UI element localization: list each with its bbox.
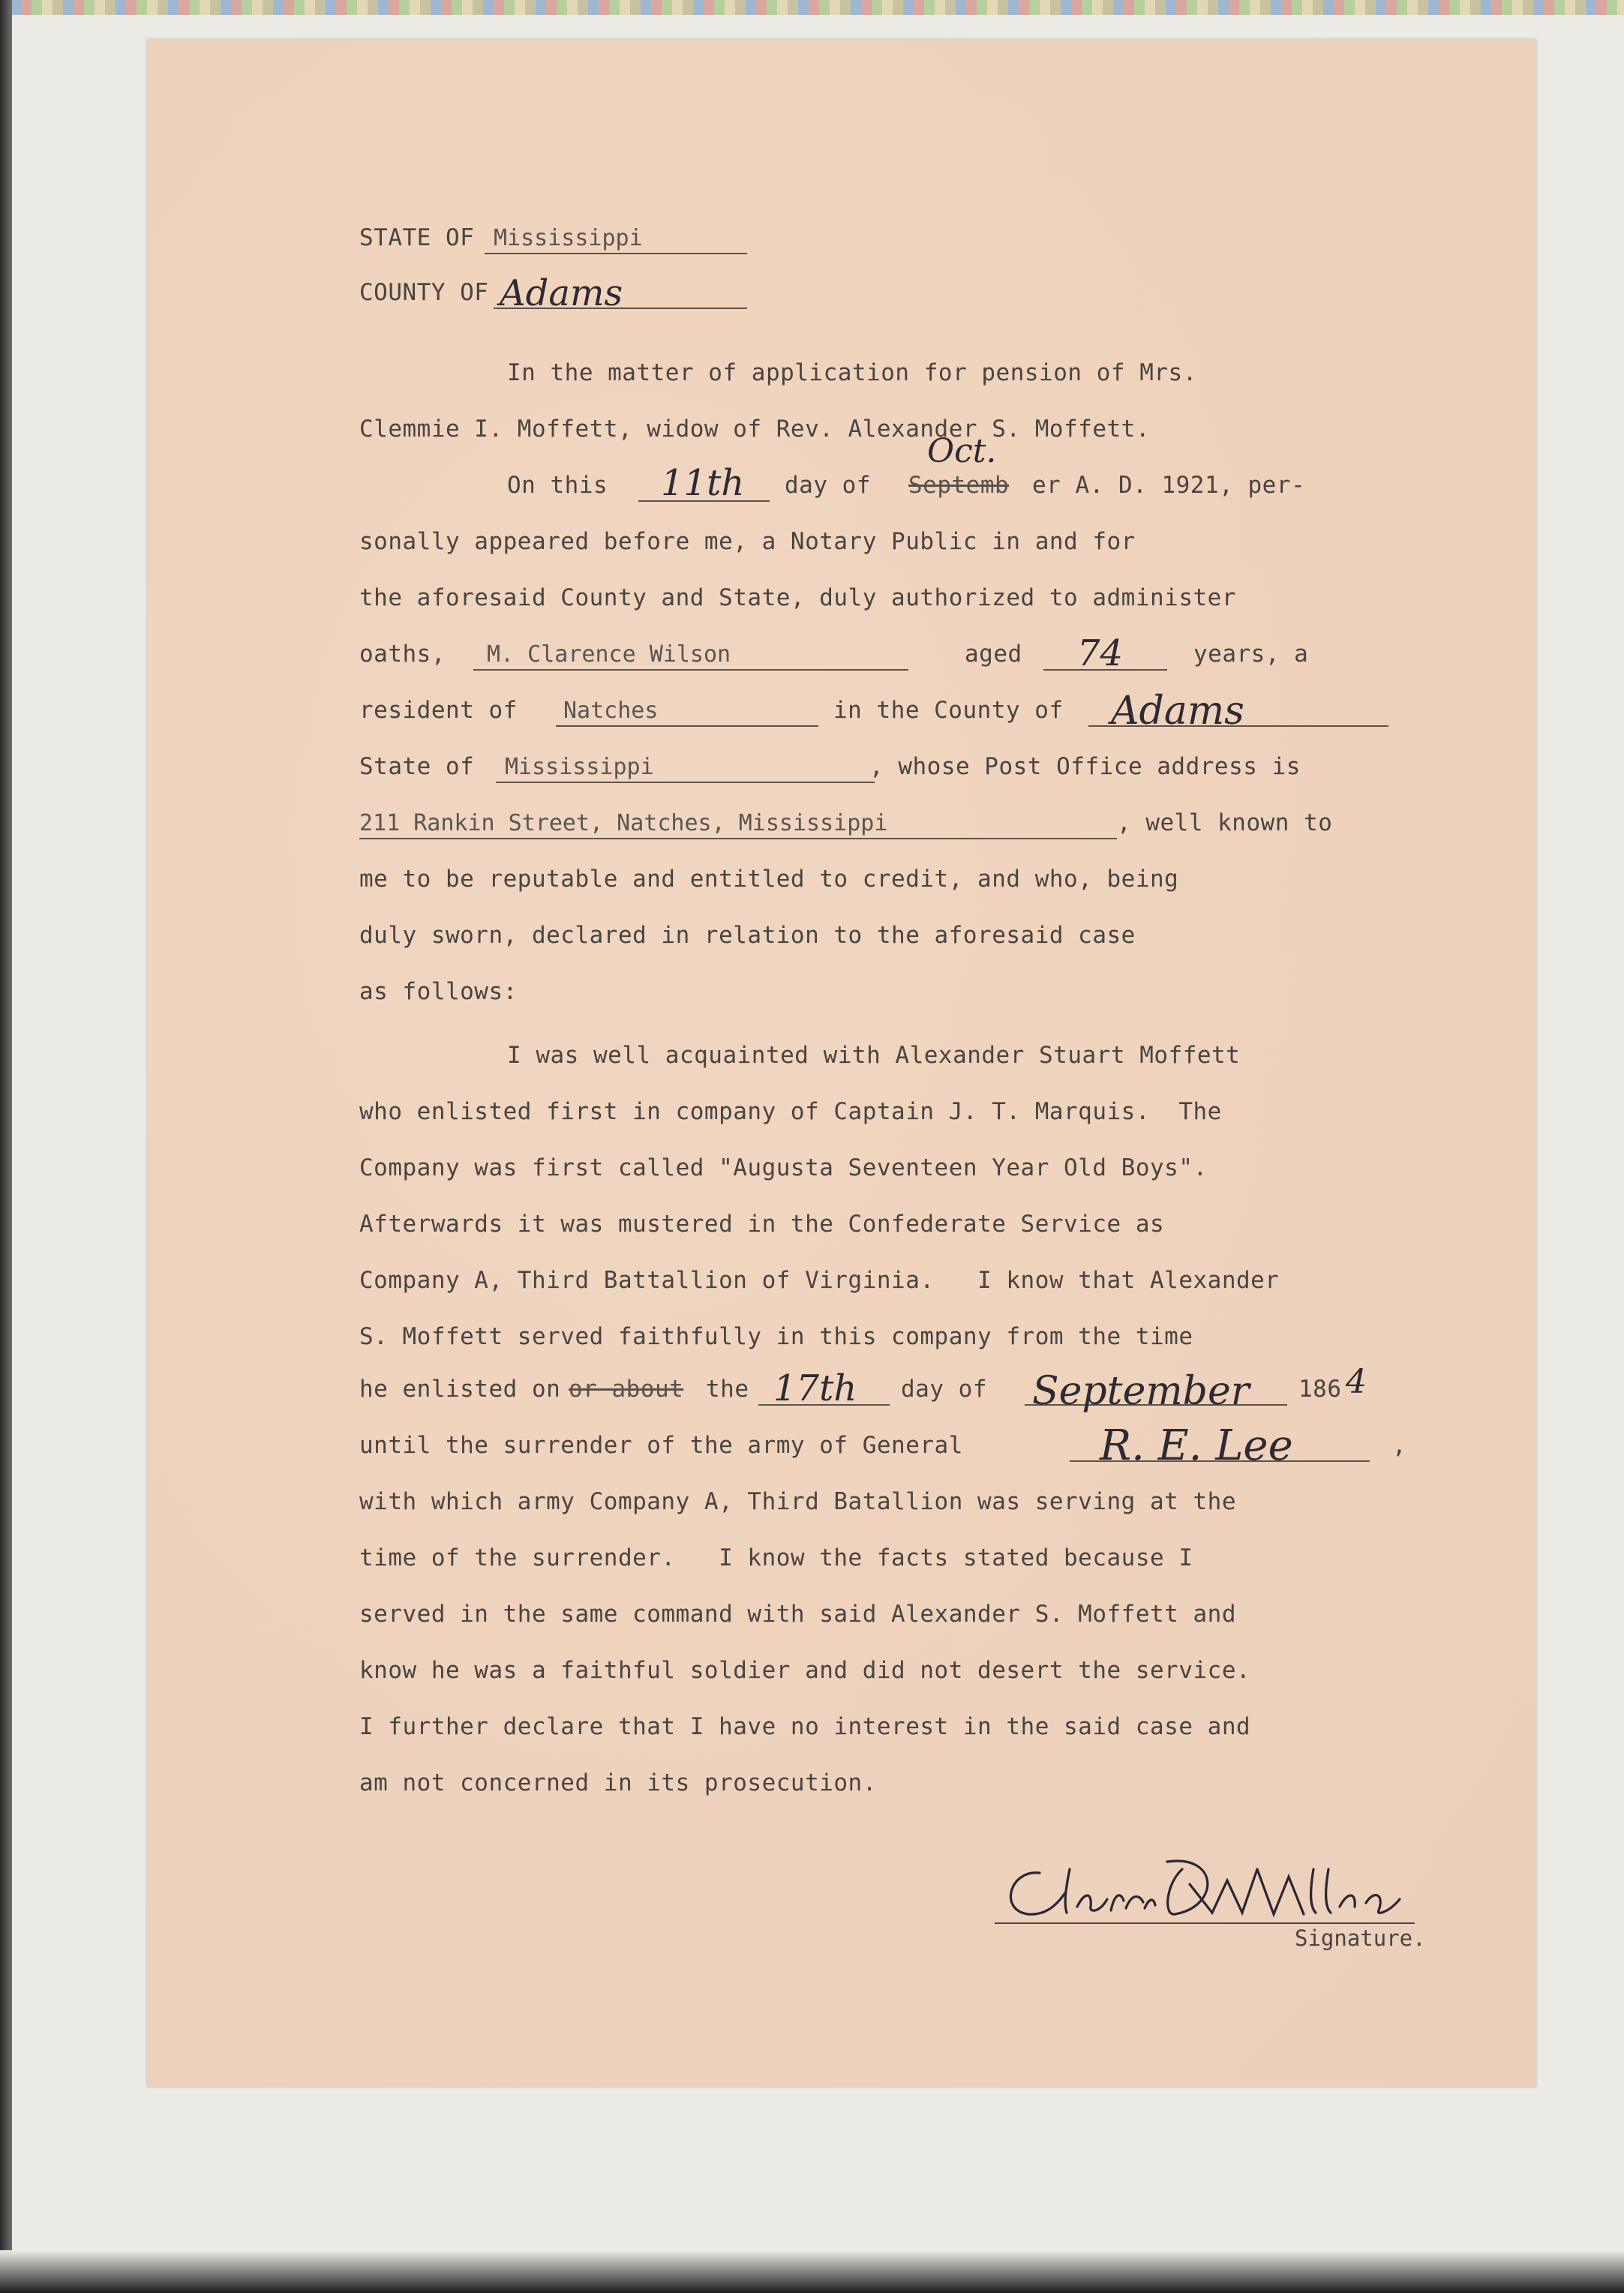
enlist-month-handwritten: September [1032, 1369, 1250, 1414]
declaration-line-11: served in the same command with said Alexander S. Moffett and [359, 1601, 1236, 1628]
general-field [1070, 1421, 1370, 1470]
the-label: the [706, 1376, 749, 1403]
residence-state-field [496, 752, 875, 783]
town-value: Natches [563, 698, 659, 724]
declaration-line-9: with which army Company A, Third Batallion was serving at the [359, 1488, 1236, 1515]
affidavit-page [147, 39, 1536, 2087]
intro-line-2: Clemmie I. Moffett, widow of Rev. Alexander S. Moffett. [359, 416, 1150, 443]
declaration-line-14: am not concerned in its prosecution. [359, 1769, 877, 1796]
in-county-label: in the County of [833, 697, 1064, 724]
resident-label: resident of [359, 697, 518, 724]
scan-left-edge [0, 0, 12, 2293]
appearance-line-8: me to be reputable and entitled to credit, and who, being [359, 866, 1179, 893]
age-handwritten: 74 [1077, 632, 1124, 674]
year-prefix: 186 [1298, 1376, 1342, 1403]
state-field [485, 223, 747, 254]
general-comma: , [1392, 1432, 1407, 1459]
signature-label: Signature. [1295, 1925, 1426, 1951]
state-of-label: State of [359, 753, 475, 780]
declaration-line-13: I further declare that I have no interest in the said case and [359, 1713, 1251, 1740]
enlist-month-field [1025, 1369, 1287, 1414]
residence-county-field [1088, 689, 1388, 734]
enlisted-on-label: he enlisted on [359, 1376, 561, 1403]
scan-bottom-edge [0, 2250, 1624, 2293]
appearance-line-9: duly sworn, declared in relation to the aforesaid case [359, 922, 1136, 949]
address-value: 211 Rankin Street, Natches, Mississippi [359, 810, 888, 836]
well-known-label: , well known to [1117, 809, 1333, 836]
day-handwritten: 11th [661, 462, 745, 504]
on-this-label: On this [507, 472, 608, 499]
declaration-line-2: who enlisted first in company of Captain J. T. Marquis. The [359, 1098, 1222, 1125]
struck-or-about: or about [569, 1376, 684, 1403]
appearance-line-2: sonally appeared before me, a Notary Public in and for [359, 528, 1136, 555]
until-label: until the surrender of the army of General [359, 1432, 963, 1459]
enlist-day-field [758, 1367, 890, 1409]
day-field [638, 462, 770, 504]
residence-state-value: Mississippi [505, 754, 654, 780]
month-suffix: er A. D. 1921, per- [1032, 472, 1306, 499]
struck-month: Septemb [908, 472, 1010, 499]
declaration-line-1: I was well acquainted with Alexander Stuart Moffett [507, 1042, 1241, 1069]
affiant-name-field [473, 639, 908, 671]
declaration-line-3: Company was first called "Augusta Seventeen Year Old Boys". [359, 1154, 1208, 1181]
state-label: STATE OF [359, 224, 475, 251]
county-field [494, 272, 747, 314]
county-label: COUNTY OF [359, 279, 489, 306]
appearance-line-3: the aforesaid County and State, duly authorized to administer [359, 584, 1236, 611]
intro-line-1: In the matter of application for pension of Mrs. [507, 359, 1197, 386]
general-handwritten: R. E. Lee [1100, 1421, 1293, 1470]
declaration-line-4: Afterwards it was mustered in the Confederate Service as [359, 1211, 1165, 1238]
age-field [1043, 632, 1167, 674]
post-office-label: , whose Post Office address is [869, 753, 1301, 780]
state-value: Mississippi [494, 225, 643, 251]
declaration-line-6: S. Moffett served faithfully in this company from the time [359, 1323, 1193, 1350]
declaration-line-10: time of the surrender. I know the facts stated because I [359, 1544, 1193, 1571]
appearance-line-10: as follows: [359, 978, 518, 1005]
scan-color-strip [0, 0, 1624, 15]
day-of-label: day of [785, 472, 871, 499]
enlist-day-handwritten: 17th [773, 1367, 857, 1409]
affiant-name: M. Clarence Wilson [487, 641, 731, 668]
declaration-line-12: know he was a faithful soldier and did not desert the service. [359, 1657, 1251, 1684]
years-label: years, a [1193, 641, 1309, 668]
signature-handwriting [995, 1839, 1415, 1937]
month-handwritten: Oct. [927, 432, 997, 470]
address-field [359, 808, 1117, 839]
declaration-line-5: Company A, Third Battallion of Virginia. I know that Alexander [359, 1267, 1280, 1294]
oaths-label: oaths, [359, 641, 446, 668]
aged-label: aged [965, 641, 1022, 668]
residence-county-handwritten: Adams [1111, 689, 1244, 734]
town-field [556, 695, 818, 727]
year-digit-handwritten: 4 [1346, 1363, 1367, 1401]
county-handwritten: Adams [500, 272, 623, 314]
enlist-day-of-label: day of [901, 1376, 987, 1403]
